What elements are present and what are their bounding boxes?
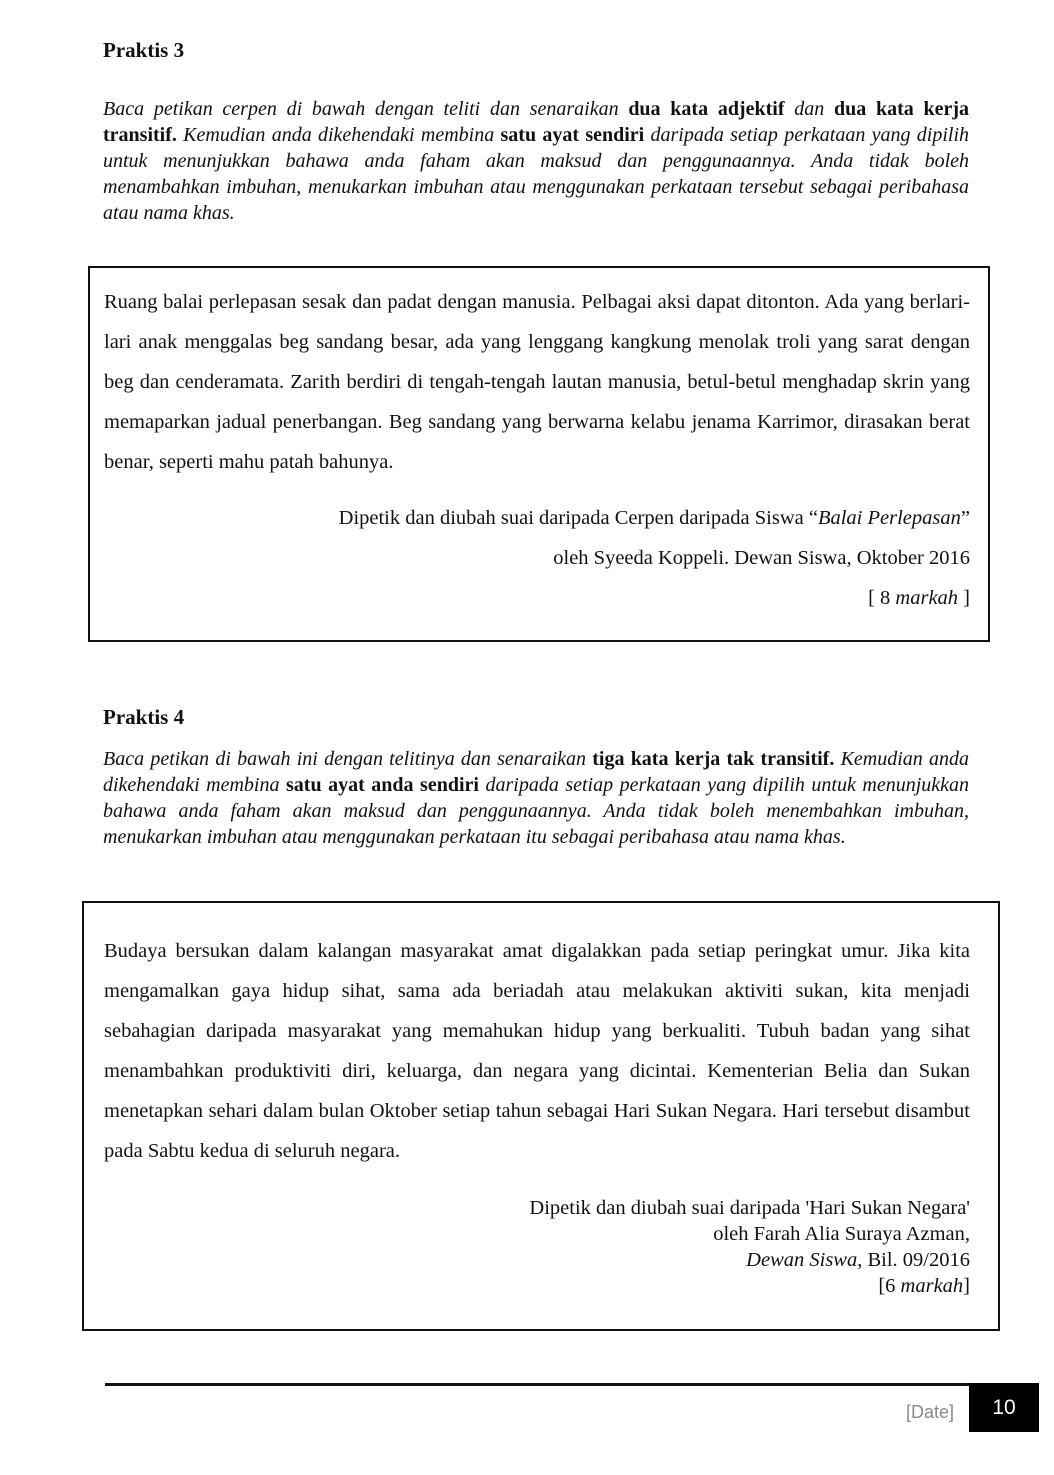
praktis-4-source-line3: Dewan Siswa, Bil. 09/2016 (746, 1249, 970, 1271)
praktis-3-title: Praktis 3 (103, 38, 185, 62)
praktis-4-instruction: Baca petikan di bawah ini dengan telitinya dan senaraikan tiga kata kerja tak transitif. Kemudian anda dikehendaki membina satu ayat anda sendiri daripada setiap perkataan yang dipilih untuk menunjukkan bahawa anda faham akan maksud dan penggunaannya. Anda tidak boleh menembahkan imbuhan, menukarkan imbuhan atau menggunakan perkataan itu sebagai peribahasa atau nama khas. (103, 748, 970, 848)
praktis-4-passage: Budaya bersukan dalam kalangan masyarakat amat digalakkan pada setiap peringkat umur. Jika kita mengamalkan gaya hidup sihat, sama ada beriadah atau melakukan aktiviti sukan, kita menjadi sebahagian daripada masyarakat yang memahukan hidup yang berkualiti. Tubuh badan yang sihat menambahkan produktiviti diri, keluarga, dan negara yang dicintai. Kementerian Belia dan Sukan menetapkan sehari dalam bulan Oktober setiap tahun sebagai Hari Sukan Negara. Hari tersebut disambut pada Sabtu kedua di seluruh negara. (104, 940, 970, 1162)
praktis-3-passage-box (88, 266, 990, 642)
praktis-3-instruction: Baca petikan cerpen di bawah dengan teliti dan senaraikan dua kata adjektif dan dua kata kerja transitif. Kemudian anda dikehendaki membina satu ayat sendiri daripada setiap perkataan yang dipilih untuk menunjukkan bahawa anda faham akan maksud dan penggunaannya. Anda tidak boleh menambahkan imbuhan, menukarkan imbuhan atau menggunakan perkataan tersebut sebagai peribahasa atau nama khas. (103, 98, 970, 224)
praktis-3-source-line2: oleh Syeeda Koppeli. Dewan Siswa, Oktober 2016 (553, 547, 970, 569)
praktis-4-source-line1: Dipetik dan diubah suai daripada 'Hari Sukan Negara' (529, 1197, 970, 1219)
praktis-4-title: Praktis 4 (103, 705, 185, 729)
praktis-4-passage-box (82, 901, 1000, 1331)
praktis-3-marks: [ 8 markah ] (868, 587, 970, 609)
praktis-4-source-line2: oleh Farah Alia Suraya Azman, (713, 1223, 970, 1245)
page-number: 10 (992, 1395, 1016, 1419)
footer-date: [Date] (905, 1402, 954, 1422)
praktis-3-passage: Ruang balai perlepasan sesak dan padat dengan manusia. Pelbagai aksi dapat ditonton. Ada yang berlari-lari anak menggalas beg sandang besar, ada yang lenggang kangkung menolak troli yang sarat dengan beg dan cenderamata. Zarith berdiri di tengah-tengah lautan manusia, betul-betul menghadap skrin yang memaparkan jadual penerbangan. Beg sandang yang berwarna kelabu jenama Karrimor, dirasakan berat benar, seperti mahu patah bahunya. (104, 291, 970, 473)
praktis-4-marks: [6 markah] (878, 1275, 970, 1297)
page-number-box (969, 1383, 1039, 1432)
praktis-3-source-line1: Dipetik dan diubah suai daripada Cerpen daripada Siswa “Balai Perlepasan” (338, 507, 970, 529)
footer-rule (105, 1383, 971, 1386)
